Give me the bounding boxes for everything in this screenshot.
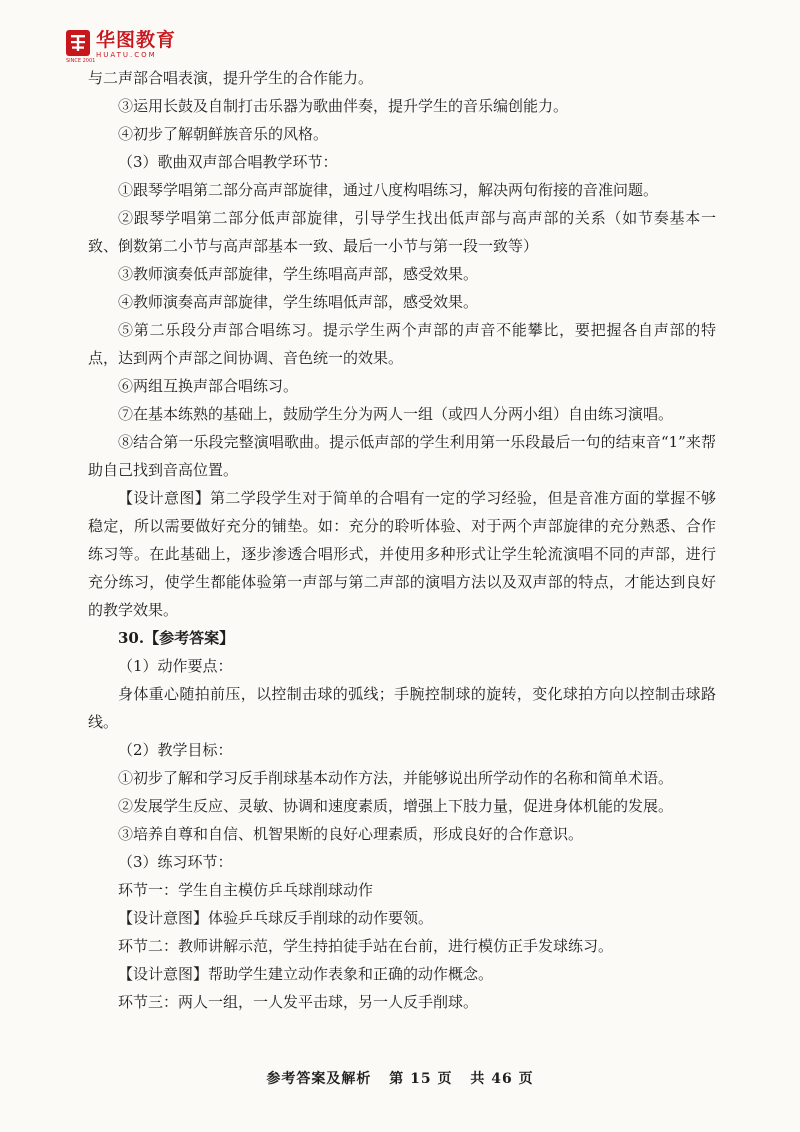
paragraph: ②跟琴学唱第二部分低声部旋律，引导学生找出低声部与高声部的关系（如节奏基本一致、倒数第二小节与高声部基本一致、最后一小节与第一段一致等）: [88, 209, 716, 255]
document-body: [88, 64, 716, 1016]
paragraph: ④初步了解朝鲜族音乐的风格。: [118, 125, 329, 143]
footer-page-number: 第 15 页: [389, 1071, 453, 1087]
paragraph: 30.【参考答案】: [118, 629, 235, 647]
logo-domain: HUATU.COM: [96, 51, 157, 59]
paragraph: （1）动作要点：: [118, 657, 233, 675]
footer-title: 参考答案及解析: [266, 1071, 372, 1087]
page-footer: [0, 1068, 800, 1088]
paragraph: 环节二：教师讲解示范，学生持拍徒手站在台前，进行模仿正手发球练习。: [118, 937, 614, 955]
paragraph: ①初步了解和学习反手削球基本动作方法，并能够说出所学动作的名称和简单术语。: [118, 769, 674, 787]
paragraph: 环节一：学生自主模仿乒乓球削球动作: [118, 881, 374, 899]
paragraph: ②发展学生反应、灵敏、协调和速度素质，增强上下肢力量，促进身体机能的发展。: [118, 797, 674, 815]
paragraph: 【设计意图】体验乒乓球反手削球的动作要领。: [118, 909, 434, 927]
paragraph: ⑤第二乐段分声部合唱练习。提示学生两个声部的声音不能攀比，要把握各自声部的特点，达到两个声部之间协调、音色统一的效果。: [88, 321, 716, 367]
paragraph: 与二声部合唱表演，提升学生的合作能力。: [88, 69, 374, 87]
huatu-logo: [66, 29, 177, 64]
paragraph: ①跟琴学唱第二部分高声部旋律，通过八度构唱练习，解决两句衔接的音准问题。: [118, 181, 659, 199]
paragraph: （3）练习环节：: [118, 853, 233, 871]
paragraph: ⑦在基本练熟的基础上，鼓励学生分为两人一组（或四人分两小组）自由练习演唱。: [118, 405, 674, 423]
logo-chinese-name: 华图教育: [96, 29, 177, 51]
paragraph: ③运用长鼓及自制打击乐器为歌曲伴奏，提升学生的音乐编创能力。: [118, 97, 569, 115]
paragraph: （3）歌曲双声部合唱教学环节：: [118, 153, 338, 171]
paragraph: 【设计意图】第二学段学生对于简单的合唱有一定的学习经验，但是音准方面的掌握不够稳定，所以需要做好充分的铺垫。如：充分的聆听体验、对于两个声部旋律的充分熟悉、合作练习等。在此基础上，逐步渗透合唱形式，并使用多种形式让学生轮流演唱不同的声部，进行充分练习，使学生都能体验第一声部与第二声部的演唱方法以及双声部的特点，才能达到良好的教学效果。: [88, 489, 716, 619]
paragraph: ③培养自尊和自信、机智果断的良好心理素质，形成良好的合作意识。: [118, 825, 584, 843]
logo-since: SINCE 2001: [66, 58, 96, 64]
paragraph: ④教师演奏高声部旋律，学生练唱低声部，感受效果。: [118, 293, 479, 311]
huatu-logo-icon: [66, 30, 90, 56]
paragraph: ⑧结合第一乐段完整演唱歌曲。提示低声部的学生利用第一乐段最后一句的结束音“1”来帮助自己找到音高位置。: [88, 433, 716, 479]
paragraph: 身体重心随拍前压，以控制击球的弧线；手腕控制球的旋转，变化球拍方向以控制击球路线。: [88, 685, 716, 731]
paragraph: 环节三：两人一组，一人发平击球，另一人反手削球。: [118, 993, 479, 1011]
paragraph: （2）教学目标：: [118, 741, 233, 759]
paragraph: ③教师演奏低声部旋律，学生练唱高声部，感受效果。: [118, 265, 479, 283]
paragraph: ⑥两组互换声部合唱练习。: [118, 377, 299, 395]
paragraph: 【设计意图】帮助学生建立动作表象和正确的动作概念。: [118, 965, 494, 983]
footer-total-pages: 共 46 页: [470, 1071, 534, 1087]
